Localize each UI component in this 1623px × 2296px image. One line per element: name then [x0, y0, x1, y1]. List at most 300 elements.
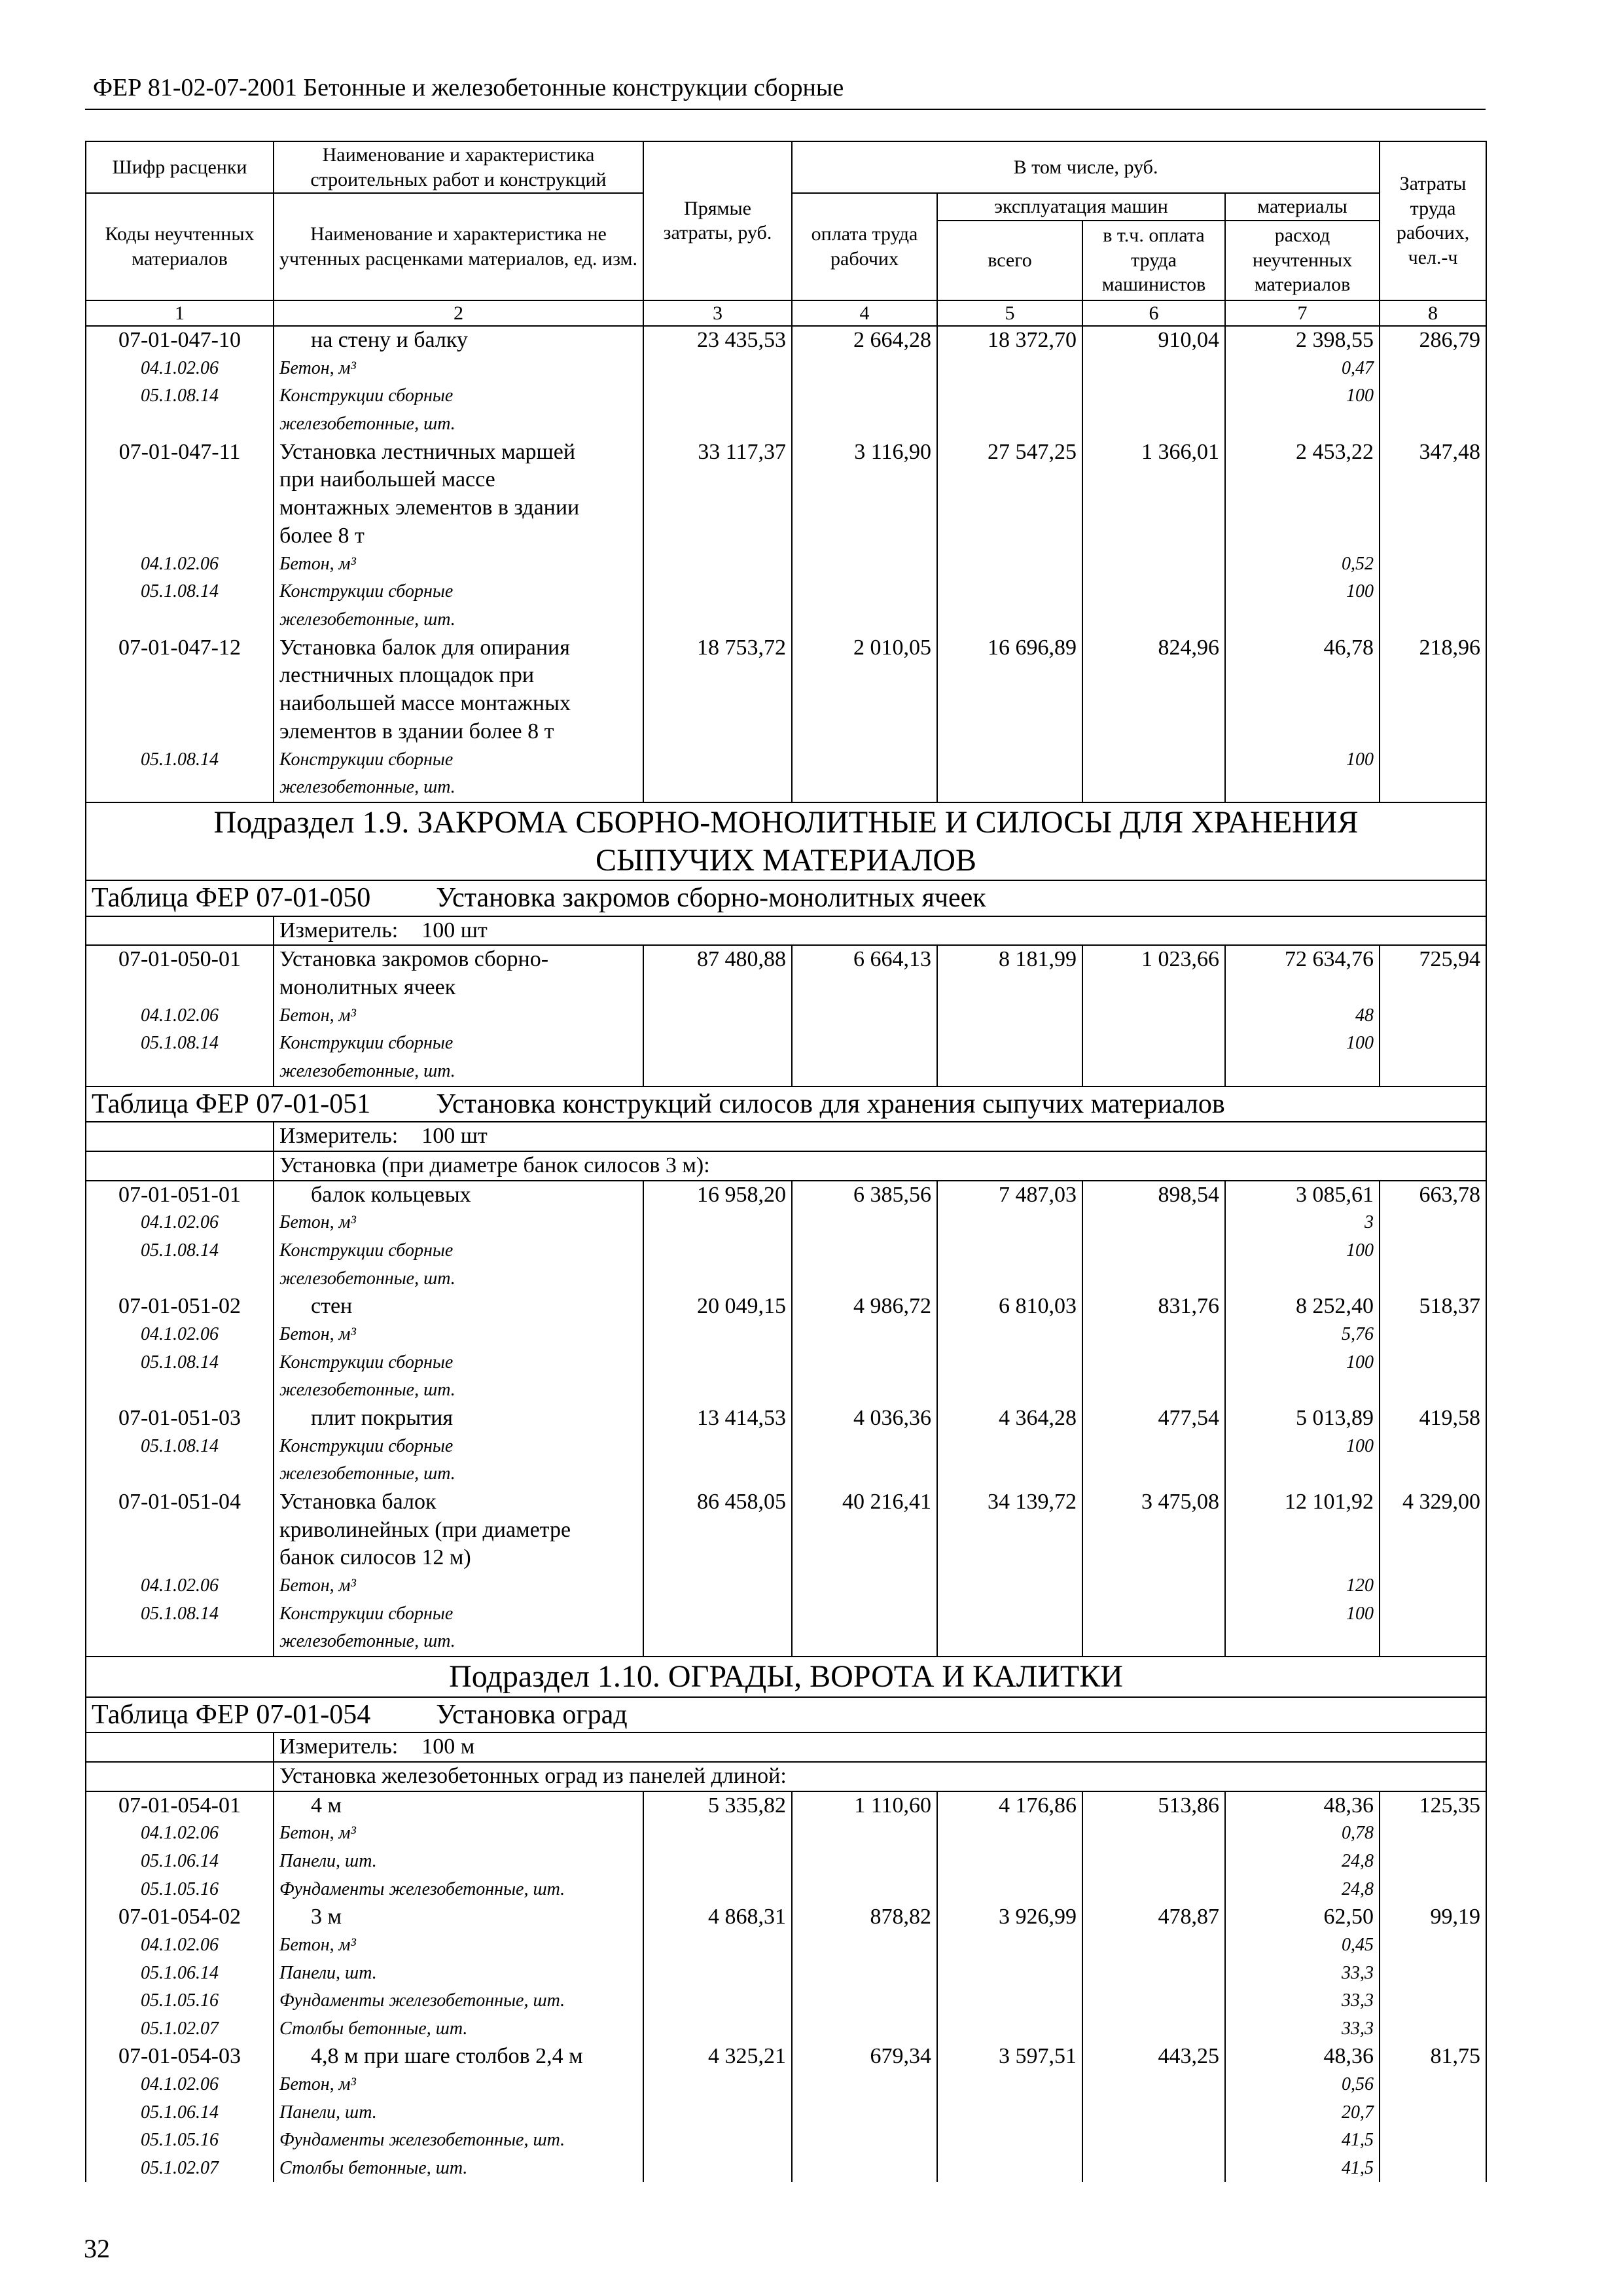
- table-row: [86, 1903, 1486, 1931]
- col-num: 7: [1225, 300, 1380, 327]
- empty-cell: [86, 916, 274, 946]
- empty-cell: [937, 2126, 1082, 2155]
- material-value: 33,3: [1225, 1987, 1380, 2015]
- rate-name: лестничных площадок при: [274, 662, 643, 690]
- rate-value: 4 036,36: [792, 1405, 937, 1433]
- material-name: Конструкции сборные: [274, 1349, 643, 1377]
- rate-value: 898,54: [1082, 1181, 1225, 1210]
- empty-cell: [1380, 1600, 1486, 1628]
- rate-code: [86, 466, 274, 494]
- material-value: 100: [1225, 1600, 1380, 1628]
- measure-value: 100 шт: [421, 918, 488, 942]
- material-name: Панели, шт.: [274, 1848, 643, 1876]
- rate-value: [1082, 522, 1225, 550]
- rate-value: [1225, 1544, 1380, 1572]
- table-title: [86, 1697, 1486, 1732]
- empty-cell: [937, 1960, 1082, 1988]
- material-name: железобетонные, шт.: [274, 1265, 643, 1293]
- material-code: 04.1.02.06: [86, 1209, 274, 1237]
- material-value: 100: [1225, 382, 1380, 410]
- rate-value: [937, 466, 1082, 494]
- empty-cell: [86, 1732, 274, 1762]
- col-naim: Наименование и характеристика строительных работ и конструкций: [274, 141, 643, 193]
- rate-value: 3 085,61: [1225, 1181, 1380, 1210]
- empty-cell: [1380, 1848, 1486, 1876]
- rate-value: 2 010,05: [792, 634, 937, 662]
- table-title-row: [86, 1086, 1486, 1122]
- empty-cell: [643, 1002, 792, 1030]
- rate-value: [1380, 974, 1486, 1002]
- material-name: железобетонные, шт.: [274, 774, 643, 802]
- material-row: [86, 1321, 1486, 1349]
- rate-value: [643, 1544, 792, 1572]
- empty-cell: [1082, 1265, 1225, 1293]
- material-row: [86, 1960, 1486, 1988]
- measure-label: Измеритель:: [279, 1124, 399, 1149]
- rate-name: Установка балок для опирания: [274, 634, 643, 662]
- material-value: [1225, 606, 1380, 634]
- rate-value: 477,54: [1082, 1405, 1225, 1433]
- material-row: [86, 1820, 1486, 1848]
- rate-code: 07-01-051-04: [86, 1488, 274, 1516]
- empty-cell: [1082, 578, 1225, 606]
- rate-value: 99,19: [1380, 1903, 1486, 1931]
- material-code: 05.1.08.14: [86, 1237, 274, 1265]
- empty-cell: [1380, 746, 1486, 774]
- table-row: [86, 634, 1486, 662]
- rate-value: [643, 718, 792, 746]
- material-code: 05.1.06.14: [86, 1848, 274, 1876]
- table-row: [86, 1405, 1486, 1433]
- empty-cell: [937, 1349, 1082, 1377]
- empty-cell: [643, 1237, 792, 1265]
- rate-value: 3 926,99: [937, 1903, 1082, 1931]
- rate-value: [792, 494, 937, 522]
- material-name: Бетон, м³: [274, 1820, 643, 1848]
- rate-value: 4 329,00: [1380, 1488, 1486, 1516]
- empty-cell: [792, 2015, 937, 2043]
- rate-value: 663,78: [1380, 1181, 1486, 1210]
- material-code: [86, 410, 274, 439]
- material-name: Бетон, м³: [274, 550, 643, 579]
- rate-value: 4 986,72: [792, 1293, 937, 1321]
- rate-code: 07-01-051-01: [86, 1181, 274, 1210]
- table-title: [86, 880, 1486, 916]
- note-text: Установка железобетонных оград из панелей длиной:: [274, 1762, 1486, 1791]
- rate-value: [1225, 718, 1380, 746]
- rate-value: 23 435,53: [643, 326, 792, 355]
- material-row: [86, 1002, 1486, 1030]
- rate-value: [792, 522, 937, 550]
- table-row: [86, 1516, 1486, 1545]
- rate-value: 81,75: [1380, 2043, 1486, 2071]
- empty-cell: [1380, 1460, 1486, 1488]
- rate-value: [937, 494, 1082, 522]
- material-row: [86, 2071, 1486, 2099]
- rate-value: [1082, 494, 1225, 522]
- empty-cell: [937, 1628, 1082, 1657]
- empty-cell: [1082, 1030, 1225, 1058]
- empty-cell: [1380, 1030, 1486, 1058]
- empty-cell: [86, 1122, 274, 1151]
- empty-cell: [937, 1030, 1082, 1058]
- empty-cell: [1082, 355, 1225, 383]
- empty-cell: [1082, 550, 1225, 579]
- col-num: 6: [1082, 300, 1225, 327]
- rate-value: [792, 662, 937, 690]
- material-name: Конструкции сборные: [274, 578, 643, 606]
- material-code: [86, 1058, 274, 1086]
- empty-cell: [792, 355, 937, 383]
- empty-cell: [643, 1628, 792, 1657]
- empty-cell: [1082, 606, 1225, 634]
- empty-cell: [792, 746, 937, 774]
- rate-value: [1082, 690, 1225, 718]
- rate-code: 07-01-050-01: [86, 945, 274, 974]
- material-name: железобетонные, шт.: [274, 1058, 643, 1086]
- material-value: 100: [1225, 746, 1380, 774]
- empty-cell: [937, 382, 1082, 410]
- rate-value: 34 139,72: [937, 1488, 1082, 1516]
- empty-cell: [792, 606, 937, 634]
- empty-cell: [1082, 774, 1225, 802]
- table-row: [86, 690, 1486, 718]
- empty-cell: [1380, 1237, 1486, 1265]
- rate-value: 1 110,60: [792, 1791, 937, 1820]
- rate-value: 8 181,99: [937, 945, 1082, 974]
- col-num: 4: [792, 300, 937, 327]
- subsection-title: [86, 1657, 1486, 1697]
- empty-cell: [643, 550, 792, 579]
- table-number: Таблица ФЕР 07-01-054: [92, 1699, 371, 1730]
- rate-value: [1225, 1516, 1380, 1545]
- table-row: [86, 1181, 1486, 1210]
- rate-value: 2 664,28: [792, 326, 937, 355]
- material-value: [1225, 1058, 1380, 1086]
- rate-value: 679,34: [792, 2043, 937, 2071]
- empty-cell: [792, 1848, 937, 1876]
- rate-value: 2 398,55: [1225, 326, 1380, 355]
- empty-cell: [937, 1987, 1082, 2015]
- material-code: 04.1.02.06: [86, 355, 274, 383]
- empty-cell: [1082, 1058, 1225, 1086]
- material-name: Конструкции сборные: [274, 1030, 643, 1058]
- empty-cell: [1082, 1433, 1225, 1461]
- subsection-row: [86, 1657, 1486, 1697]
- table-row: [86, 2043, 1486, 2071]
- empty-cell: [937, 1848, 1082, 1876]
- empty-cell: [1380, 2099, 1486, 2127]
- rate-name: банок силосов 12 м): [274, 1544, 643, 1572]
- rate-name: Установка закромов сборно-: [274, 945, 643, 974]
- material-row: [86, 1376, 1486, 1405]
- rate-value: 62,50: [1225, 1903, 1380, 1931]
- rates-table: [85, 141, 1487, 2182]
- rate-value: 18 753,72: [643, 634, 792, 662]
- empty-cell: [1380, 2155, 1486, 2183]
- measure: [274, 1122, 1486, 1151]
- rate-value: 443,25: [1082, 2043, 1225, 2071]
- material-name: Бетон, м³: [274, 1321, 643, 1349]
- empty-cell: [792, 2099, 937, 2127]
- empty-cell: [1082, 1237, 1225, 1265]
- empty-cell: [1082, 2126, 1225, 2155]
- material-name: железобетонные, шт.: [274, 1628, 643, 1657]
- rate-code: [86, 974, 274, 1002]
- material-value: 24,8: [1225, 1848, 1380, 1876]
- rate-value: [643, 522, 792, 550]
- table-number: Таблица ФЕР 07-01-050: [92, 883, 371, 914]
- rate-value: 824,96: [1082, 634, 1225, 662]
- table-title: [86, 1086, 1486, 1122]
- material-code: 05.1.06.14: [86, 2099, 274, 2127]
- material-value: 24,8: [1225, 1876, 1380, 1904]
- empty-cell: [643, 1209, 792, 1237]
- empty-cell: [1082, 382, 1225, 410]
- material-name: Бетон, м³: [274, 1209, 643, 1237]
- material-name: железобетонные, шт.: [274, 1460, 643, 1488]
- material-name: железобетонные, шт.: [274, 606, 643, 634]
- rate-name: наибольшей массе монтажных: [274, 690, 643, 718]
- empty-cell: [1082, 1876, 1225, 1904]
- empty-cell: [1380, 1572, 1486, 1600]
- rate-value: 347,48: [1380, 439, 1486, 467]
- rate-name: Установка лестничных маршей: [274, 439, 643, 467]
- rate-name: при наибольшей массе: [274, 466, 643, 494]
- empty-cell: [1082, 1321, 1225, 1349]
- material-code: 04.1.02.06: [86, 550, 274, 579]
- rate-value: 3 116,90: [792, 439, 937, 467]
- empty-cell: [937, 1600, 1082, 1628]
- rate-value: 7 487,03: [937, 1181, 1082, 1210]
- rate-value: 419,58: [1380, 1405, 1486, 1433]
- material-name: Бетон, м³: [274, 1931, 643, 1960]
- rate-value: [937, 974, 1082, 1002]
- empty-cell: [792, 1209, 937, 1237]
- empty-cell: [1082, 1209, 1225, 1237]
- material-code: 05.1.08.14: [86, 746, 274, 774]
- rate-code: [86, 494, 274, 522]
- empty-cell: [792, 1433, 937, 1461]
- empty-cell: [1380, 1349, 1486, 1377]
- empty-cell: [643, 1349, 792, 1377]
- rate-name: стен: [274, 1293, 643, 1321]
- empty-cell: [937, 410, 1082, 439]
- material-name: Фундаменты железобетонные, шт.: [274, 1987, 643, 2015]
- material-name: Бетон, м³: [274, 1572, 643, 1600]
- material-code: 05.1.08.14: [86, 1600, 274, 1628]
- empty-cell: [1380, 1628, 1486, 1657]
- material-value: [1225, 1376, 1380, 1405]
- rate-code: [86, 718, 274, 746]
- rate-value: [937, 1516, 1082, 1545]
- empty-cell: [792, 1628, 937, 1657]
- empty-cell: [643, 2099, 792, 2127]
- material-code: [86, 1265, 274, 1293]
- material-code: [86, 774, 274, 802]
- subsection-row: [86, 802, 1486, 880]
- table-name: Установка конструкций силосов для хранения сыпучих материалов: [436, 1088, 1225, 1119]
- material-row: [86, 1987, 1486, 2015]
- rate-value: 87 480,88: [643, 945, 792, 974]
- note-row: [86, 1151, 1486, 1181]
- rate-value: [1082, 1516, 1225, 1545]
- table-title-row: [86, 1697, 1486, 1732]
- material-value: 100: [1225, 1030, 1380, 1058]
- table-title-row: [86, 880, 1486, 916]
- empty-cell: [1380, 1002, 1486, 1030]
- rate-value: 6 810,03: [937, 1293, 1082, 1321]
- material-name: Панели, шт.: [274, 1960, 643, 1988]
- material-row: [86, 1030, 1486, 1058]
- col-v-tom-chisle: В том числе, руб.: [792, 141, 1380, 193]
- rate-value: [1225, 662, 1380, 690]
- rate-value: 12 101,92: [1225, 1488, 1380, 1516]
- empty-cell: [86, 1151, 274, 1181]
- empty-cell: [937, 578, 1082, 606]
- material-name: железобетонные, шт.: [274, 410, 643, 439]
- subsection-title: [86, 802, 1486, 880]
- material-code: 05.1.08.14: [86, 1349, 274, 1377]
- material-row: [86, 410, 1486, 439]
- material-code: 05.1.02.07: [86, 2155, 274, 2183]
- col-vtch: в т.ч. оплата труда машинистов: [1082, 221, 1225, 300]
- material-row: [86, 1349, 1486, 1377]
- empty-cell: [1380, 1321, 1486, 1349]
- rate-value: 831,76: [1082, 1293, 1225, 1321]
- empty-cell: [792, 550, 937, 579]
- empty-cell: [1082, 2015, 1225, 2043]
- rate-value: [1082, 974, 1225, 1002]
- measure-row: [86, 1732, 1486, 1762]
- header-rule: [85, 109, 1486, 110]
- material-row: [86, 606, 1486, 634]
- table-row: [86, 1544, 1486, 1572]
- empty-cell: [1380, 578, 1486, 606]
- empty-cell: [643, 1433, 792, 1461]
- rate-value: [792, 690, 937, 718]
- empty-cell: [1380, 355, 1486, 383]
- rate-code: 07-01-054-03: [86, 2043, 274, 2071]
- empty-cell: [792, 578, 937, 606]
- empty-cell: [1082, 1460, 1225, 1488]
- rate-value: [1225, 974, 1380, 1002]
- rate-name: 4,8 м при шаге столбов 2,4 м: [274, 2043, 643, 2071]
- rate-value: [643, 662, 792, 690]
- rate-value: 1 366,01: [1082, 439, 1225, 467]
- material-code: [86, 606, 274, 634]
- material-row: [86, 1433, 1486, 1461]
- empty-cell: [1380, 1987, 1486, 2015]
- col-num: 8: [1380, 300, 1486, 327]
- rate-value: 5 335,82: [643, 1791, 792, 1820]
- rate-value: [643, 494, 792, 522]
- measure-row: [86, 916, 1486, 946]
- material-row: [86, 2155, 1486, 2183]
- material-value: 41,5: [1225, 2155, 1380, 2183]
- empty-cell: [792, 1349, 937, 1377]
- table-row: [86, 522, 1486, 550]
- material-row: [86, 1600, 1486, 1628]
- material-value: 0,56: [1225, 2071, 1380, 2099]
- rate-value: [792, 974, 937, 1002]
- rate-code: 07-01-051-02: [86, 1293, 274, 1321]
- empty-cell: [937, 1876, 1082, 1904]
- material-name: Бетон, м³: [274, 1002, 643, 1030]
- empty-cell: [643, 1030, 792, 1058]
- rate-value: 4 868,31: [643, 1903, 792, 1931]
- rate-value: [1380, 522, 1486, 550]
- rate-value: 725,94: [1380, 945, 1486, 974]
- rate-name: монтажных элементов в здании: [274, 494, 643, 522]
- material-name: Фундаменты железобетонные, шт.: [274, 2126, 643, 2155]
- rate-value: 4 325,21: [643, 2043, 792, 2071]
- material-code: 05.1.05.16: [86, 1876, 274, 1904]
- empty-cell: [937, 550, 1082, 579]
- empty-cell: [1082, 1987, 1225, 2015]
- material-row: [86, 2126, 1486, 2155]
- empty-cell: [937, 2015, 1082, 2043]
- rate-value: 40 216,41: [792, 1488, 937, 1516]
- material-name: Столбы бетонные, шт.: [274, 2155, 643, 2183]
- rate-name: монолитных ячеек: [274, 974, 643, 1002]
- table-row: [86, 718, 1486, 746]
- rate-value: [1082, 466, 1225, 494]
- col-naim-mat: Наименование и характеристика не учтенных расценками материалов, ед. изм.: [274, 193, 643, 300]
- empty-cell: [643, 355, 792, 383]
- table-name: Установка закромов сборно-монолитных ячеек: [436, 883, 986, 914]
- empty-cell: [792, 1820, 937, 1848]
- table-row: [86, 1293, 1486, 1321]
- rate-value: [643, 690, 792, 718]
- material-value: 100: [1225, 1237, 1380, 1265]
- rate-value: 4 364,28: [937, 1405, 1082, 1433]
- rate-value: [937, 522, 1082, 550]
- rate-value: 910,04: [1082, 326, 1225, 355]
- empty-cell: [937, 1460, 1082, 1488]
- subsection-line: Подраздел 1.9. ЗАКРОМА СБОРНО-МОНОЛИТНЫЕ И СИЛОСЫ ДЛЯ ХРАНЕНИЯ: [213, 804, 1359, 840]
- material-code: 05.1.06.14: [86, 1960, 274, 1988]
- material-value: [1225, 1265, 1380, 1293]
- empty-cell: [937, 1237, 1082, 1265]
- material-value: 3: [1225, 1209, 1380, 1237]
- empty-cell: [1082, 1960, 1225, 1988]
- empty-cell: [792, 1572, 937, 1600]
- material-code: 04.1.02.06: [86, 1931, 274, 1960]
- empty-cell: [1380, 1376, 1486, 1405]
- rate-value: 8 252,40: [1225, 1293, 1380, 1321]
- rate-value: [643, 466, 792, 494]
- empty-cell: [643, 1321, 792, 1349]
- empty-cell: [643, 2015, 792, 2043]
- empty-cell: [792, 382, 937, 410]
- rate-value: [937, 718, 1082, 746]
- empty-cell: [643, 578, 792, 606]
- empty-cell: [1380, 1433, 1486, 1461]
- empty-cell: [792, 1600, 937, 1628]
- empty-cell: [643, 1376, 792, 1405]
- material-name: Столбы бетонные, шт.: [274, 2015, 643, 2043]
- empty-cell: [643, 1460, 792, 1488]
- rate-value: [937, 662, 1082, 690]
- rate-value: 513,86: [1082, 1791, 1225, 1820]
- rate-code: [86, 522, 274, 550]
- material-name: Конструкции сборные: [274, 382, 643, 410]
- empty-cell: [1380, 382, 1486, 410]
- rate-value: 16 958,20: [643, 1181, 792, 1210]
- empty-cell: [1082, 1002, 1225, 1030]
- material-code: 05.1.08.14: [86, 578, 274, 606]
